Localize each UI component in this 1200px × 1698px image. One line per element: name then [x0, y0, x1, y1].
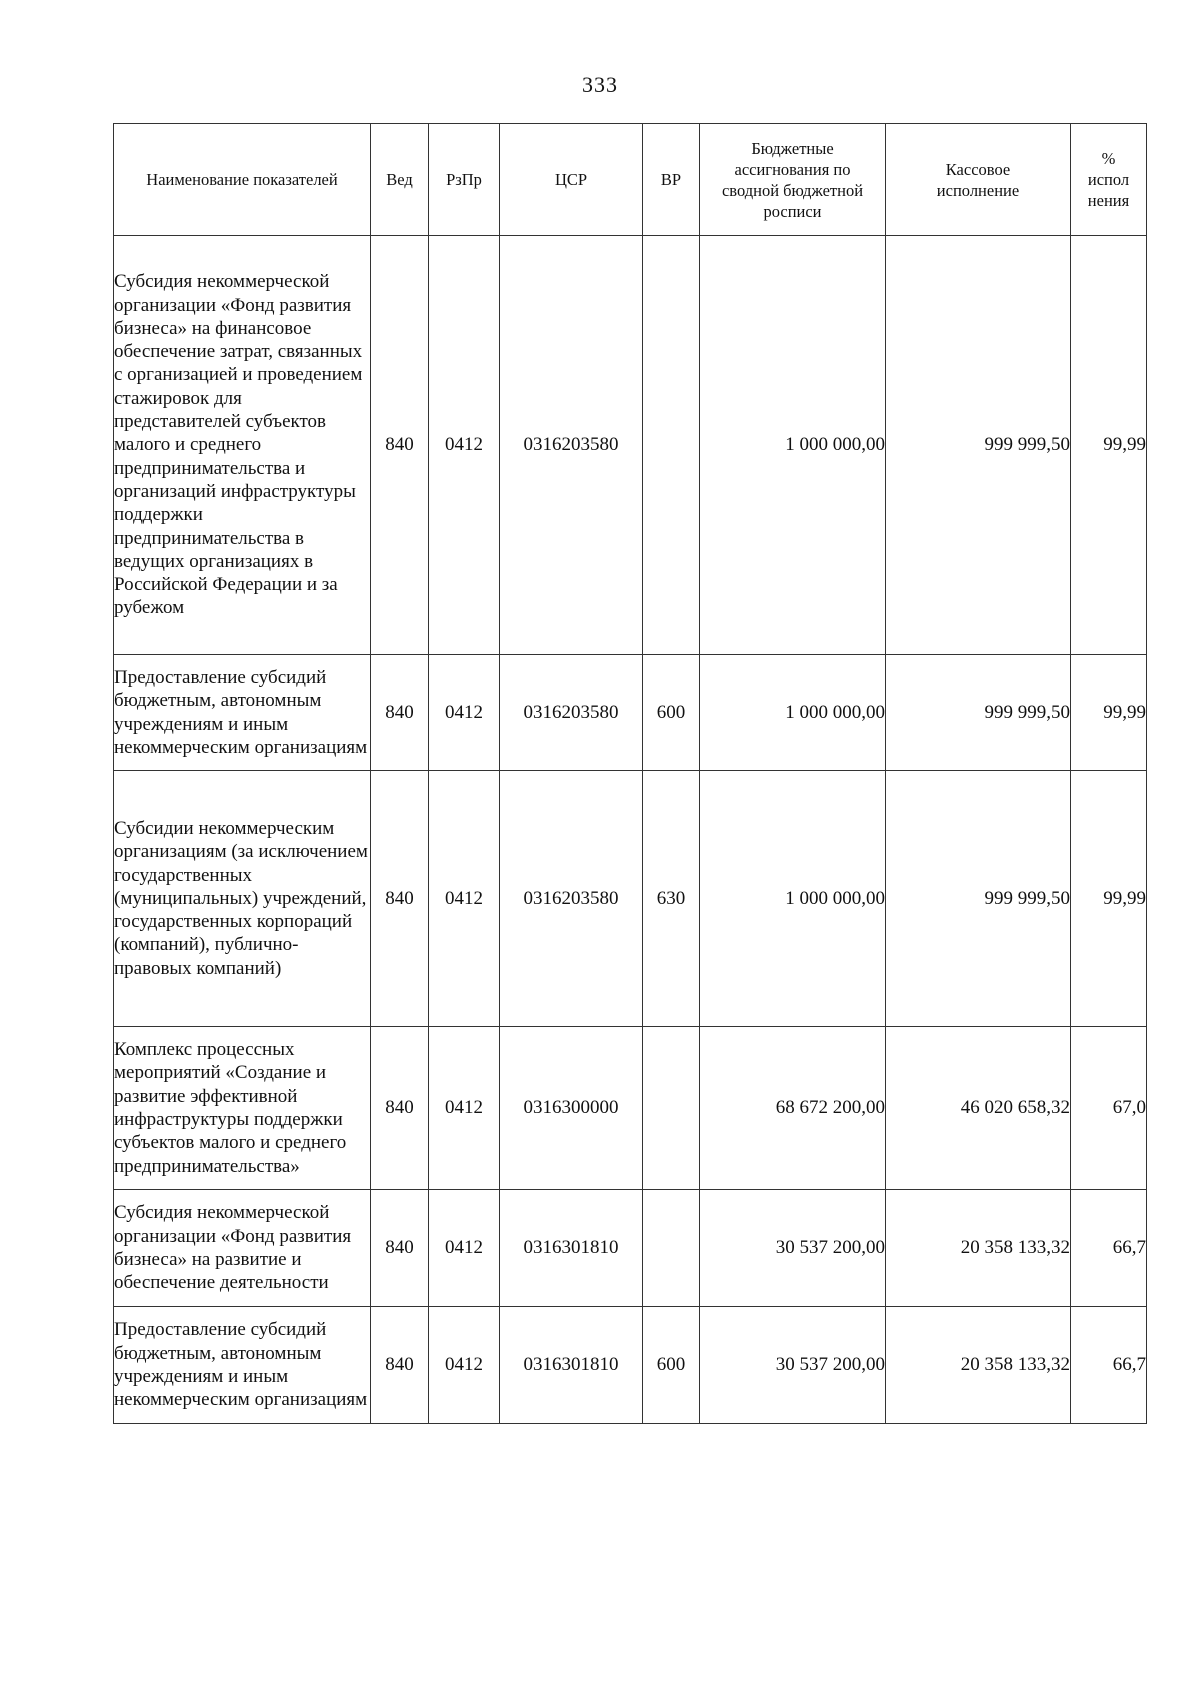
row-csr: 0316300000: [500, 1027, 643, 1190]
row-csr: 0316301810: [500, 1307, 643, 1424]
row-rzpr: 0412: [429, 771, 500, 1027]
row-percent: 67,0: [1071, 1027, 1147, 1190]
row-execution: 46 020 658,32: [886, 1027, 1071, 1190]
row-assignments: 30 537 200,00: [700, 1190, 886, 1307]
row-ved: 840: [371, 1190, 429, 1307]
row-ved: 840: [371, 655, 429, 771]
row-name: Субсидии некоммерческим организациям (за исключением государственных (муниципальных) учреждений, государственных корпораций (компаний), публично-правовых компаний): [114, 771, 371, 1027]
page-number: 333: [582, 72, 618, 97]
row-csr: 0316301810: [500, 1190, 643, 1307]
row-percent: 66,7: [1071, 1307, 1147, 1424]
row-csr: 0316203580: [500, 655, 643, 771]
row-percent: 66,7: [1071, 1190, 1147, 1307]
row-assignments: 30 537 200,00: [700, 1307, 886, 1424]
row-vr: [643, 236, 700, 655]
header-rzpr: РзПр: [429, 124, 500, 236]
row-vr: [643, 1190, 700, 1307]
row-vr: [643, 1027, 700, 1190]
header-name: Наименование показателей: [114, 124, 371, 236]
table-row: [114, 771, 1147, 1027]
row-execution: 20 358 133,32: [886, 1190, 1071, 1307]
row-csr: 0316203580: [500, 236, 643, 655]
row-name: Субсидия некоммерческой организации «Фонд развития бизнеса» на финансовое обеспечение затрат, связанных с организацией и проведением стажировок для представителей субъектов малого и среднего предпринимательства и организаций инфраструктуры поддержки предпринимательства в ведущих организациях в Российской Федерации и за рубежом: [114, 236, 371, 655]
row-rzpr: 0412: [429, 1190, 500, 1307]
table-row: [114, 1027, 1147, 1190]
row-ved: 840: [371, 1027, 429, 1190]
header-ved: Вед: [371, 124, 429, 236]
row-assignments: 1 000 000,00: [700, 236, 886, 655]
header-csr: ЦСР: [500, 124, 643, 236]
row-ved: 840: [371, 1307, 429, 1424]
row-vr: 600: [643, 1307, 700, 1424]
row-assignments: 1 000 000,00: [700, 655, 886, 771]
row-name: Предоставление субсидий бюджетным, автономным учреждениям и иным некоммерческим организациям: [114, 1307, 371, 1424]
row-name: Комплекс процессных мероприятий «Создание и развитие эффективной инфраструктуры поддержки субъектов малого и среднего предпринимательства»: [114, 1027, 371, 1190]
row-assignments: 68 672 200,00: [700, 1027, 886, 1190]
row-percent: 99,99: [1071, 236, 1147, 655]
row-ved: 840: [371, 236, 429, 655]
row-execution: 999 999,50: [886, 771, 1071, 1027]
row-execution: 999 999,50: [886, 236, 1071, 655]
row-rzpr: 0412: [429, 1307, 500, 1424]
table-row: [114, 655, 1147, 771]
header-percent: % испол нения: [1071, 124, 1147, 236]
row-percent: 99,99: [1071, 655, 1147, 771]
header-vr: ВР: [643, 124, 700, 236]
row-vr: 630: [643, 771, 700, 1027]
row-execution: 999 999,50: [886, 655, 1071, 771]
budget-execution-table: [113, 123, 1147, 1424]
header-execution: Кассовое исполнение: [886, 124, 1071, 236]
row-percent: 99,99: [1071, 771, 1147, 1027]
row-vr: 600: [643, 655, 700, 771]
table-row: [114, 1307, 1147, 1424]
row-execution: 20 358 133,32: [886, 1307, 1071, 1424]
header-assignments: Бюджетные ассигнования по сводной бюджетной росписи: [700, 124, 886, 236]
row-rzpr: 0412: [429, 655, 500, 771]
row-csr: 0316203580: [500, 771, 643, 1027]
row-assignments: 1 000 000,00: [700, 771, 886, 1027]
row-name: Субсидия некоммерческой организации «Фонд развития бизнеса» на развитие и обеспечение деятельности: [114, 1190, 371, 1307]
row-rzpr: 0412: [429, 236, 500, 655]
row-rzpr: 0412: [429, 1027, 500, 1190]
row-name: Предоставление субсидий бюджетным, автономным учреждениям и иным некоммерческим организациям: [114, 655, 371, 771]
table-header-row: [114, 124, 1147, 236]
table-row: [114, 236, 1147, 655]
table-row: [114, 1190, 1147, 1307]
row-ved: 840: [371, 771, 429, 1027]
